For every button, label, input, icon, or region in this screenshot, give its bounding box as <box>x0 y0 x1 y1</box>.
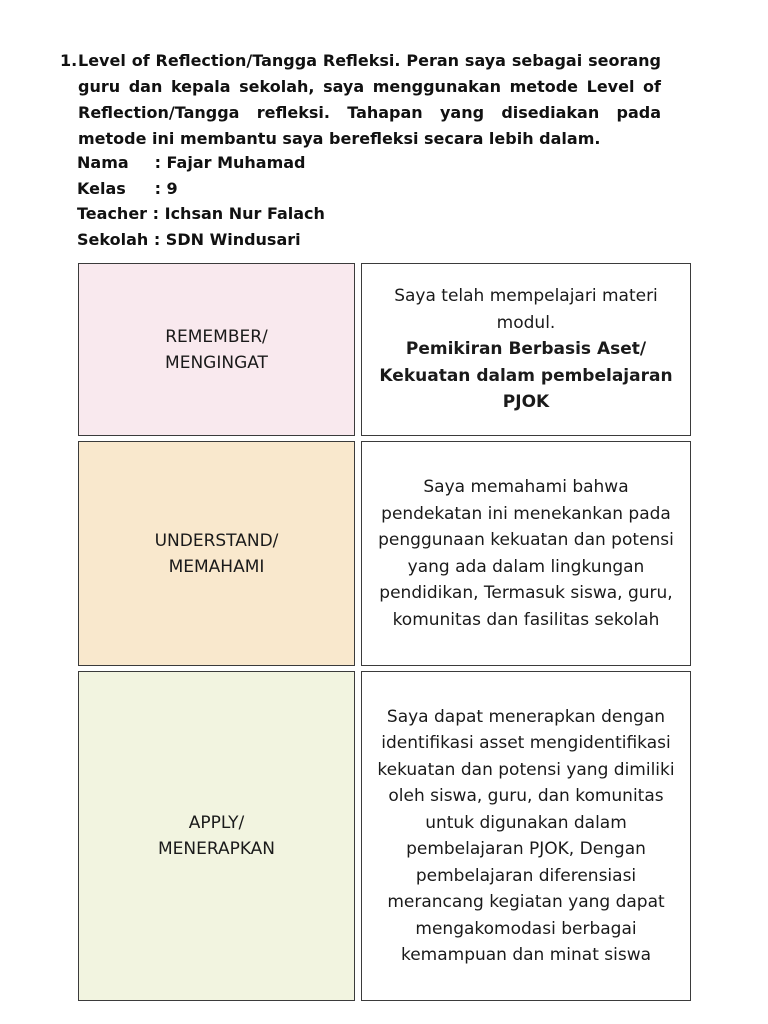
desc-box-understand <box>361 441 691 666</box>
meta-value-nama: Fajar Muhamad <box>166 153 306 172</box>
desc-bold-remember: Pemikiran Berbasis Aset/ Kekuatan dalam pembelajaran PJOK <box>379 339 673 413</box>
meta-separator: : <box>149 153 167 172</box>
meta-label-kelas: Kelas <box>77 178 126 198</box>
level-title-remember: REMEMBER/ MENGINGAT <box>165 326 268 373</box>
meta-separator: : <box>148 229 166 249</box>
level-title-apply: APPLY/ MENERAPKAN <box>157 813 276 859</box>
desc-text-apply: Saya dapat menerapkan dengan identifikasi asset mengidentifikasi kekuatan dan potensi yang dimiliki oleh siswa, guru, dan komunitas untuk digunakan dalam pembelajaran PJOK, Dengan pembelajaran diferensiasi merancang kegiatan yang dapat mengakomodasi berbagai kemampuan dan minat siswa <box>377 706 675 965</box>
desc-text-remember: Saya telah mempelajari materi modul. <box>394 286 658 333</box>
meta-row-kelas <box>77 176 325 202</box>
level-box-understand <box>78 441 355 666</box>
meta-row-teacher <box>77 201 325 227</box>
desc-box-apply <box>361 671 691 1001</box>
meta-value-sekolah: SDN Windusari <box>165 229 301 249</box>
meta-value-kelas: 9 <box>166 178 178 198</box>
level-title-understand: UNDERSTAND/ MEMAHAMI <box>154 530 279 577</box>
meta-label-teacher: Teacher <box>77 204 148 223</box>
intro-paragraph <box>60 48 661 152</box>
meta-label-nama: Nama <box>77 153 129 172</box>
intro-text: Level of Reflection/Tangga Refleksi. Peran saya sebagai seorang guru dan kepala sekolah, saya menggunakan metode Level of Reflection/Tangga refleksi. Tahapan yang disediakan pada metode ini membantu saya berefleksi secara lebih dalam. <box>78 51 661 148</box>
meta-separator: : <box>149 178 167 198</box>
meta-row-nama <box>77 150 325 176</box>
meta-row-sekolah <box>77 227 325 253</box>
meta-separator: : <box>147 204 165 223</box>
list-number: 1. <box>60 51 78 70</box>
meta-value-teacher: Ichsan Nur Falach <box>164 204 325 223</box>
desc-text-understand: Saya memahami bahwa pendekatan ini menekankan pada penggunaan kekuatan dan potensi yang ada dalam lingkungan pendidikan, Termasuk siswa, guru, komunitas dan fasilitas sekolah <box>378 477 674 630</box>
level-box-remember <box>78 263 355 436</box>
meta-label-sekolah: Sekolah <box>77 229 149 249</box>
student-info <box>77 150 325 252</box>
desc-box-remember <box>361 263 691 436</box>
level-box-apply <box>78 671 355 1001</box>
